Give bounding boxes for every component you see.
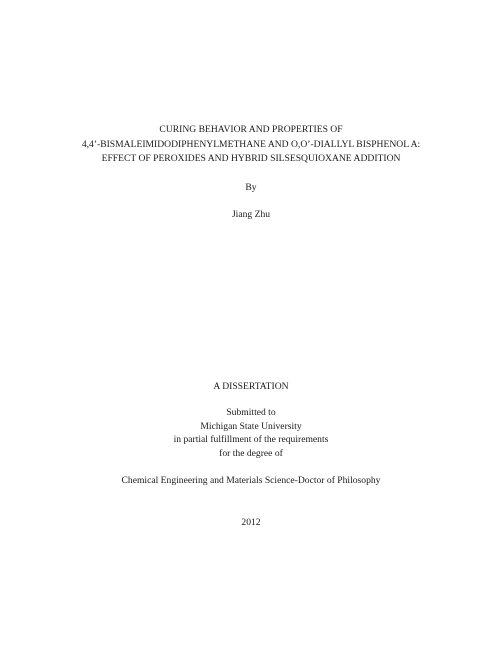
by-label: By <box>245 182 257 193</box>
title-line: 4,4’-BISMALEIMIDODIPHENYLMETHANE AND O,O’-DIALLYL BISPHENOL A: <box>81 138 421 150</box>
submission-line: Submitted to <box>226 407 276 418</box>
document-type: A DISSERTATION <box>213 381 289 392</box>
submission-line: Michigan State University <box>200 420 302 432</box>
title-line: EFFECT OF PEROXIDES AND HYBRID SILSESQUIOXANE ADDITION <box>101 153 401 164</box>
author-name: Jiang Zhu <box>231 209 271 220</box>
dissertation-title <box>0 123 502 167</box>
year: 2012 <box>241 517 261 528</box>
title-line: CURING BEHAVIOR AND PROPERTIES OF <box>159 124 343 135</box>
submission-line: in partial fulfillment of the requirements <box>173 434 329 445</box>
submission-statement <box>0 406 502 460</box>
degree-name: Chemical Engineering and Materials Science-Doctor of Philosophy <box>121 475 381 486</box>
submission-line: for the degree of <box>219 447 283 459</box>
